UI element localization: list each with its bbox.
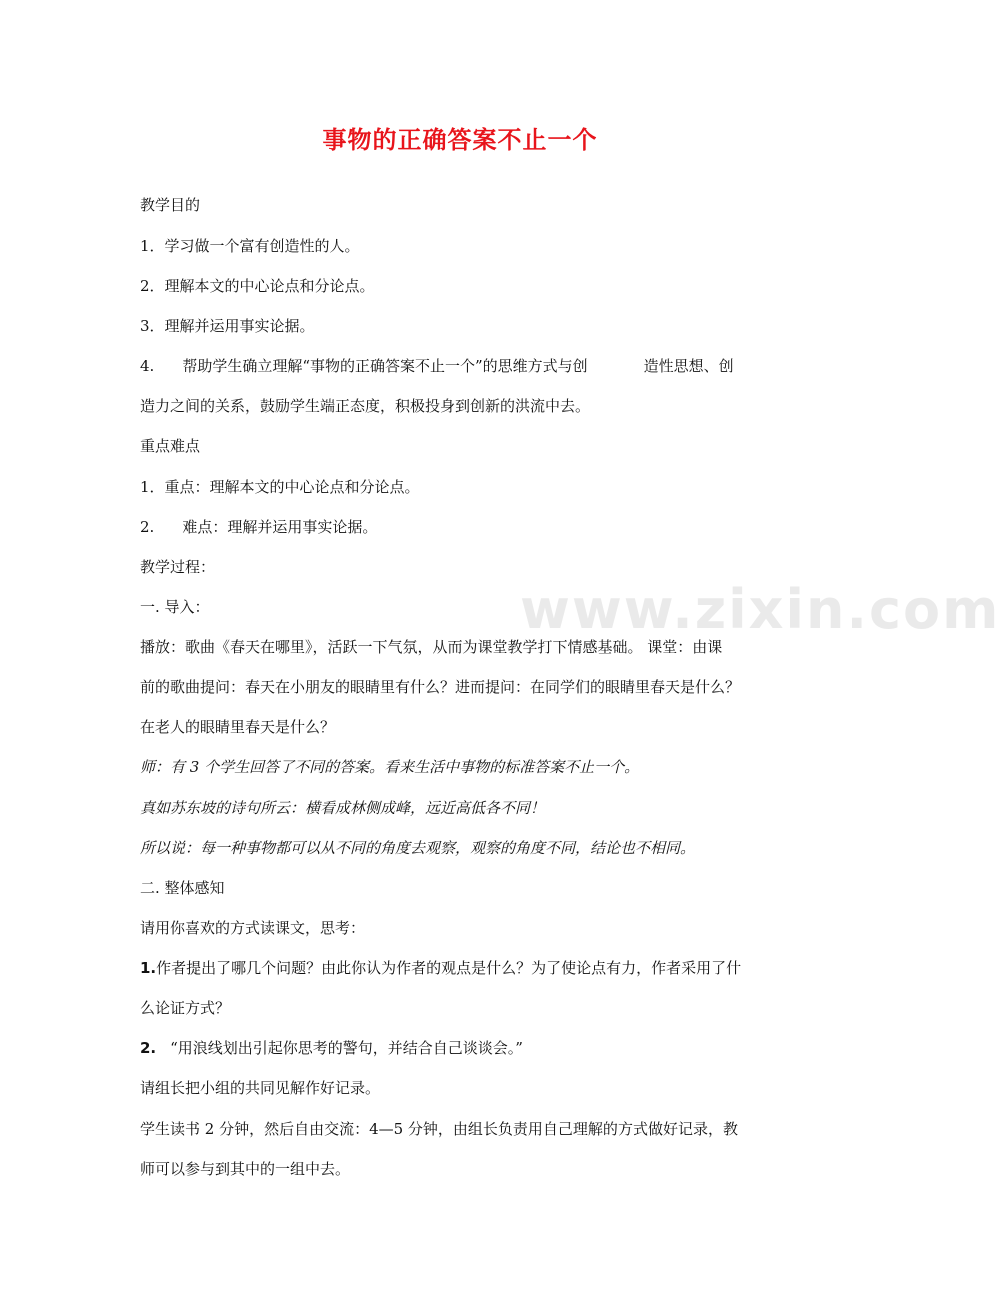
- item-text: 作者提出了哪几个问题？由此你认为作者的观点是什么？为了使论点有力，作者采用了什: [156, 959, 742, 977]
- group-instruction: 请组长把小组的共同见解作好记录。: [140, 1079, 381, 1097]
- question-item-1-continued: 么论证方式？: [140, 999, 231, 1017]
- objective-item-3: 3．理解并运用事实论据。: [140, 317, 315, 335]
- paragraph-intro-line-3: 在老人的眼睛里春天是什么？: [140, 718, 336, 736]
- objective-item-4: [140, 356, 790, 376]
- teacher-remark-2: 真如苏东坡的诗句所云：横看成林侧成峰，远近高低各不同！: [140, 799, 546, 817]
- item-number: 2.: [140, 518, 155, 536]
- subsection-heading-intro: 一. 导入：: [140, 598, 210, 616]
- keypoint-item-2: [140, 517, 790, 537]
- question-item-1: [140, 958, 790, 978]
- item-text: 帮助学生确立理解“事物的正确答案不止一个”的思维方式与创: [182, 357, 588, 375]
- teacher-remark-3: 所以说：每一种事物都可以从不同的角度去观察，观察的角度不同，结论也不相同。: [140, 839, 696, 857]
- subsection-heading-overall: 二. 整体感知: [140, 879, 225, 897]
- item-number: 1.: [140, 959, 157, 977]
- section-heading-objectives: 教学目的: [140, 196, 201, 214]
- item-text: 难点：理解并运用事实论据。: [182, 518, 378, 536]
- paragraph-intro-line-2: 前的歌曲提问：春天在小朋友的眼睛里有什么？进而提问：在同学们的眼睛里春天是什么？: [140, 678, 741, 696]
- item-number: 2.: [140, 1039, 157, 1057]
- item-text-tail: 造性思想、创: [643, 357, 734, 375]
- teacher-remark-1: 师：有 3 个学生回答了不同的答案。看来生活中事物的标准答案不止一个。: [140, 758, 640, 776]
- section-heading-process: 教学过程：: [140, 558, 216, 576]
- section-heading-keypoints: 重点难点: [140, 437, 201, 455]
- objective-item-4-continued: 造力之间的关系，鼓励学生端正态度，积极投身到创新的洪流中去。: [140, 397, 591, 415]
- objective-item-1: 1．学习做一个富有创造性的人。: [140, 237, 360, 255]
- activity-description-line-1: 学生读书 2 分钟，然后自由交流：4—5 分钟，由组长负责用自己理解的方式做好记录，教: [140, 1120, 738, 1138]
- objective-item-2: 2．理解本文的中心论点和分论点。: [140, 277, 375, 295]
- item-number: 4.: [140, 357, 155, 375]
- watermark: www.zixin.com: [520, 578, 1000, 641]
- paragraph-intro-line-1: 播放：歌曲《春天在哪里》，活跃一下气氛，从而为课堂教学打下情感基础。 课堂：由课: [140, 638, 723, 656]
- activity-description-line-2: 师可以参与到其中的一组中去。: [140, 1160, 351, 1178]
- reading-instruction: 请用你喜欢的方式读课文，思考：: [140, 919, 366, 937]
- item-text: “用浪线划出引起你思考的警句，并结合自己谈谈会。”: [170, 1039, 523, 1057]
- question-item-2: [140, 1038, 790, 1058]
- document-title: 事物的正确答案不止一个: [322, 126, 598, 154]
- keypoint-item-1: 1．重点：理解本文的中心论点和分论点。: [140, 478, 420, 496]
